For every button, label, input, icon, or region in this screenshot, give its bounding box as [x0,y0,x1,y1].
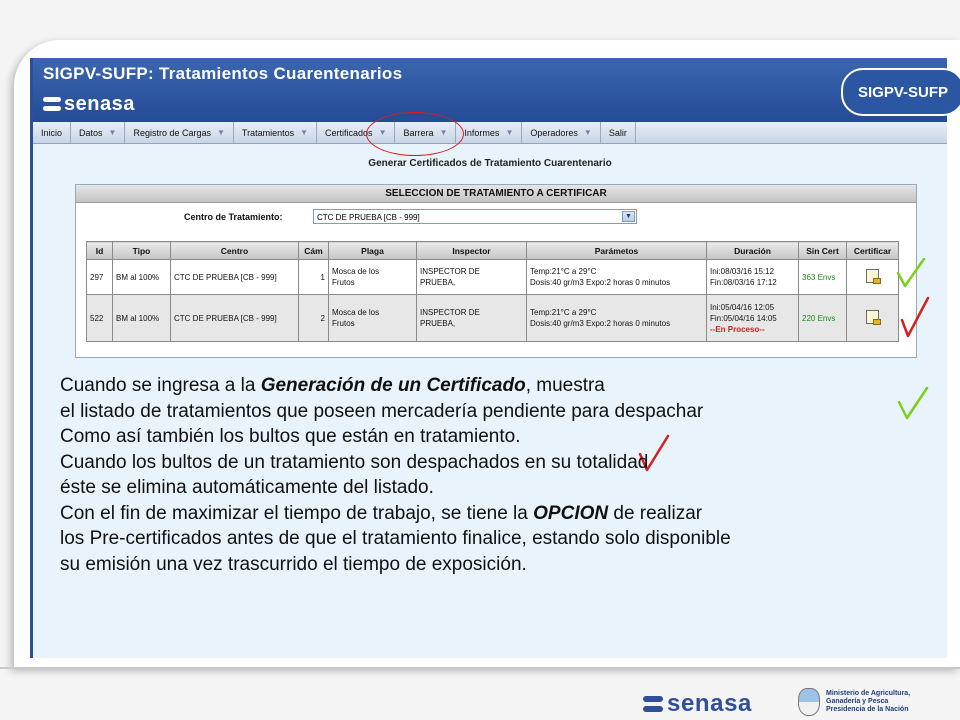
app-header [33,58,947,122]
filter-row [76,207,916,229]
cell-duracion: Ini:08/03/16 15:12 Fin:08/03/16 17:12 [707,260,799,295]
cell-tipo: BM al 100% [113,295,171,342]
menu-item-label: Certificados [325,127,373,138]
cell-duracion: Ini:05/04/16 12:05 Fin:05/04/16 14:05 --En Proceso-- [707,295,799,342]
page-title: Generar Certificados de Tratamiento Cuarentenario [368,158,612,169]
slide-divider [0,667,960,669]
col-header-sin-cert: Sin Cert [799,242,847,260]
chevron-down-icon: ▼ [378,128,387,137]
menu-item-label: Operadores [530,127,578,138]
menu-item-label: Barrera [403,127,434,138]
menu-item-label: Registro de Cargas [133,127,211,138]
col-header-parametros: Parámetos [527,242,707,260]
cell-cam: 2 [299,295,329,342]
menu-item-informes[interactable] [456,122,522,143]
col-header-cam: Cám [299,242,329,260]
text-line: éste se elimina automáticamente del listado. [60,477,434,498]
filter-label: Centro de Tratamiento: [184,212,283,222]
cell-sin-cert: 363 Envs [799,260,847,295]
ministry-logo [798,688,910,716]
cell-plaga: Mosca de los Frutos [329,295,417,342]
menu-item-tratamientos[interactable] [234,122,317,143]
text-line: el listado de tratamientos que poseen mercadería pendiente para despachar [60,400,704,422]
certificate-icon[interactable] [866,269,879,283]
sigpv-badge: SIGPV-SUFP [841,68,960,116]
cell-parametros: Temp:21°C a 29°C Dosis:40 gr/m3 Expo:2 horas 0 minutos [527,260,707,295]
centro-select-value: CTC DE PRUEBA [CB - 999] [317,213,420,222]
cell-plaga: Mosca de los Frutos [329,260,417,295]
col-header-plaga: Plaga [329,242,417,260]
footer-senasa-logo [643,690,752,718]
senasa-logo [43,94,135,114]
text-line: los Pre-certificados antes de que el tratamiento finalice, estando solo disponible [60,528,731,549]
menu-bar [33,122,947,144]
chevron-down-icon: ▼ [300,128,309,137]
table-row[interactable] [87,295,899,342]
chevron-down-icon: ▼ [439,128,448,137]
chevron-down-icon: ▼ [217,128,225,137]
dropdown-arrow-icon[interactable]: ▼ [622,211,635,222]
cell-inspector: INSPECTOR DE PRUEBA, [417,295,527,342]
col-header-id: Id [87,242,113,260]
green-check-icon [896,258,926,288]
cell-cam: 1 [299,260,329,295]
ministry-text: Ministerio de Agricultura, Ganadería y Pesca Presidencia de la Nación [826,690,911,713]
explanation-text [60,373,731,577]
text-line: su emisión una vez trascurrido el tiempo de exposición. [60,553,527,575]
cell-sin-cert: 220 Envs [799,295,847,342]
cell-inspector: INSPECTOR DE PRUEBA, [417,260,527,295]
menu-item-label: Datos [79,127,103,138]
selection-panel [75,184,917,358]
menu-item-label: Salir [608,127,627,138]
menu-item-label: Informes [464,127,500,138]
menu-item-operadores[interactable] [522,122,600,143]
cell-tipo: BM al 100% [113,260,171,295]
panel-title: SELECCION DE TRATAMIENTO A CERTIFICAR [76,185,916,203]
cell-id: 522 [87,295,113,342]
menu-item-salir[interactable] [601,122,636,143]
senasa-mark-icon [43,97,61,111]
text-line: Con el fin de maximizar el tiempo de trabajo, se tiene la OPCION de realizar [60,502,703,524]
cell-centro: CTC DE PRUEBA [CB - 999] [171,260,299,295]
chevron-down-icon: ▼ [583,128,592,137]
menu-item-registro-de-cargas[interactable] [125,122,233,143]
red-check-icon [900,296,930,340]
brand-text: senasa [64,92,135,115]
footer-senasa-text: senasa [667,690,752,717]
cell-id: 297 [87,260,113,295]
certificate-icon[interactable] [866,310,879,324]
status-en-proceso: --En Proceso-- [710,324,765,334]
app-title: SIGPV-SUFP: Tratamientos Cuarentenarios [43,64,403,83]
annotation-circle [366,112,464,156]
cell-certificar [847,295,899,342]
table-row[interactable] [87,260,899,295]
chevron-down-icon: ▼ [505,128,514,137]
chevron-down-icon: ▼ [108,128,117,137]
menu-item-label: Inicio [41,127,63,138]
text-line: Como así también los bultos que están en tratamiento. [60,426,521,447]
cell-parametros: Temp:21°C a 29°C Dosis:40 gr/m3 Expo:2 horas 0 minutos [527,295,707,342]
menu-item-inicio[interactable] [33,122,71,143]
text-line: Cuando los bultos de un tratamiento son despachados en su totalidad [60,451,649,473]
centro-select[interactable] [313,209,637,224]
cell-centro: CTC DE PRUEBA [CB - 999] [171,295,299,342]
col-header-certificar: Certificar [847,242,899,260]
menu-item-label: Tratamientos [241,127,295,138]
table-header-row [87,242,899,260]
col-header-inspector: Inspector [417,242,527,260]
green-check-icon [897,386,929,420]
col-header-tipo: Tipo [113,242,171,260]
senasa-mark-icon [643,696,663,712]
text-line: Cuando se ingresa a la Generación de un Certificado, muestra [60,375,605,396]
treatments-table [86,241,899,342]
col-header-duracion: Duración [707,242,799,260]
cell-certificar [847,260,899,295]
national-seal-icon [798,688,820,716]
col-header-centro: Centro [171,242,299,260]
menu-item-datos[interactable] [71,122,125,143]
